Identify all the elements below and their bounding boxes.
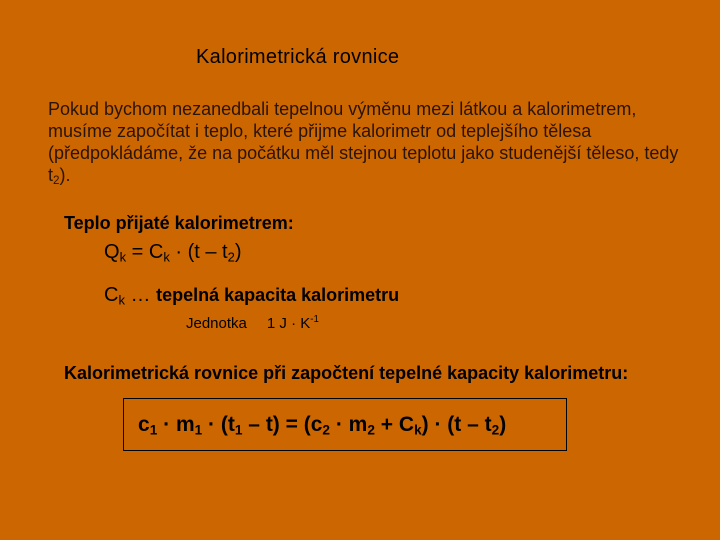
qk-symbol: Q — [104, 241, 120, 263]
intro-paragraph-tail: ). — [59, 165, 71, 185]
t2-subscript: 2 — [227, 249, 235, 265]
qk-close: ) — [234, 241, 242, 263]
intro-paragraph-text: Pokud bychom nezanedbali tepelnou výměnu mezi látkou a kalorimetrem, musíme započítat i teplo, které přijme kalorimetr od teplejšího tělesa (předpokládáme, že na počátku měl stejnou teplotu jako studenější těleso, tedy t — [48, 99, 679, 185]
qk-formula — [104, 241, 242, 264]
eq-sub: 2 — [367, 422, 375, 438]
eq-part: ) — [499, 413, 507, 436]
eq-part: · m — [330, 413, 368, 436]
qk-rest: · (t – t — [169, 241, 228, 263]
unit-label: Jednotka — [186, 314, 247, 332]
eq-sub: 1 — [234, 422, 243, 438]
ck-description: tepelná kapacita kalorimetru — [156, 285, 400, 305]
ck-dots: … — [124, 284, 157, 306]
ck-definition — [104, 284, 399, 307]
intro-paragraph-subscript: 2 — [53, 173, 60, 187]
unit-exponent: -1 — [310, 314, 319, 325]
eq-sub: 1 — [149, 422, 158, 438]
unit-value: 1 J · K — [266, 314, 311, 332]
slide-title: Kalorimetrická rovnice — [196, 46, 400, 68]
eq-part: c — [138, 413, 150, 436]
unit-line — [186, 314, 319, 332]
ck-symbol-subscript: k — [118, 292, 125, 308]
eq-part: · (t — [202, 413, 235, 436]
calorimetric-equation — [138, 413, 506, 437]
qk-equals: = C — [126, 241, 164, 263]
heat-label: Teplo přijaté kalorimetrem: — [64, 213, 294, 233]
eq-sub: k — [414, 422, 422, 438]
eq-part: – t) = (c — [242, 413, 323, 436]
eq-sub: 2 — [491, 422, 500, 438]
eq-sub: 1 — [194, 422, 203, 438]
qk-subscript: k — [119, 249, 127, 265]
equation-label: Kalorimetrická rovnice při započtení tepelné kapacity kalorimetru: — [64, 363, 629, 383]
ck-subscript: k — [163, 249, 170, 265]
eq-sub: 2 — [322, 422, 331, 438]
eq-part: + C — [374, 413, 415, 436]
ck-symbol: C — [104, 284, 119, 306]
eq-part: · m — [157, 413, 195, 436]
eq-part: ) · (t – t — [421, 413, 492, 436]
intro-paragraph — [48, 98, 688, 192]
